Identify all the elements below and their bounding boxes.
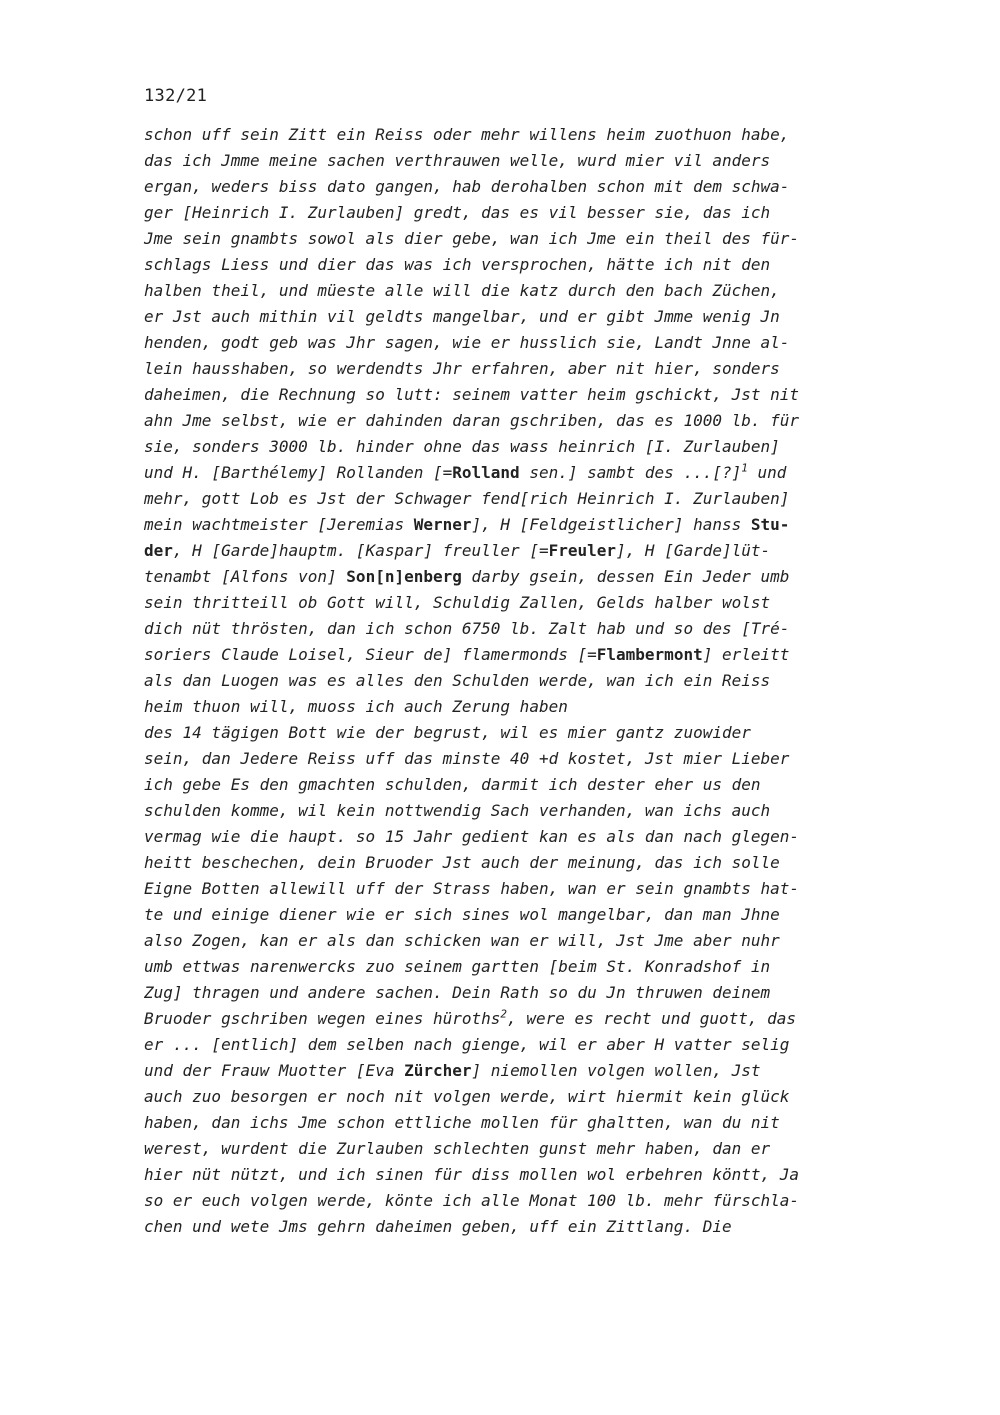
text-segment: als dan Luogen was es alles den Schulden werde, wan ich ein Reiss (144, 671, 771, 690)
transcription-text (144, 122, 924, 1240)
text-line (144, 512, 924, 538)
text-line (144, 772, 924, 798)
name-highlight: Flambermont (596, 645, 703, 664)
text-line (144, 538, 924, 564)
text-segment: sen.] sambt des ...[?] (519, 463, 742, 482)
text-line (144, 798, 924, 824)
text-segment: ], H [Garde]lüt- (616, 541, 771, 560)
text-line (144, 1058, 924, 1084)
text-line (144, 668, 924, 694)
text-segment: er Jst auch mithin vil geldts mangelbar, und er gibt Jmme wenig Jn (144, 307, 780, 326)
text-segment: ] niemollen volgen wollen, Jst (471, 1061, 761, 1080)
text-segment: chen und wete Jms gehrn daheimen geben, uff ein Zittlang. Die (144, 1217, 732, 1236)
text-line (144, 486, 924, 512)
text-line (144, 980, 924, 1006)
text-segment: Zug] thragen und andere sachen. Dein Rath so du Jn thruwen deinem (144, 983, 771, 1002)
text-line (144, 304, 924, 330)
text-line (144, 200, 924, 226)
text-line (144, 928, 924, 954)
name-highlight: Freuler (548, 541, 617, 560)
text-segment: Bruoder gschriben wegen eines hüroths (144, 1009, 501, 1028)
text-segment: dich nüt thrösten, dan ich schon 6750 lb. Zalt hab und so des [Tré- (144, 619, 790, 638)
footnote-marker: 1 (741, 461, 748, 475)
text-segment: das ich Jmme meine sachen verthrauwen welle, wurd mier vil anders (144, 151, 771, 170)
text-line (144, 590, 924, 616)
text-line (144, 824, 924, 850)
text-segment: werest, wurdent die Zurlauben schlechten gunst mehr haben, dan er (144, 1139, 771, 1158)
text-segment: sie, sonders 3000 lb. hinder ohne das wass heinrich [I. Zurlauben] (144, 437, 780, 456)
text-line (144, 330, 924, 356)
text-segment: halben theil, und müeste alle will die katz durch den bach Züchen, (144, 281, 780, 300)
text-segment: und (747, 463, 787, 482)
text-line (144, 720, 924, 746)
text-segment: darby gsein, dessen Ein Jeder umb (461, 567, 790, 586)
text-segment: Eigne Botten allewill uff der Strass haben, wan er sein gnambts hat- (144, 879, 800, 898)
text-line (144, 850, 924, 876)
text-line (144, 122, 924, 148)
name-highlight: Rolland (452, 463, 520, 482)
text-segment: te und einige diener wie er sich sines wol mangelbar, dan man Jhne (144, 905, 780, 924)
text-segment: ahn Jme selbst, wie er dahinden daran gschriben, das es 1000 lb. für (144, 411, 800, 430)
text-segment: so er euch volgen werde, könte ich alle Monat 100 lb. mehr fürschla- (144, 1191, 800, 1210)
text-segment: sein, dan Jedere Reiss uff das minste 40 +d kostet, Jst mier Lieber (144, 749, 790, 768)
text-line (144, 356, 924, 382)
text-segment: henden, godt geb was Jhr sagen, wie er husslich sie, Landt Jnne al- (144, 333, 790, 352)
text-line (144, 694, 924, 720)
text-line (144, 1006, 924, 1032)
text-segment: er ... [entlich] dem selben nach gienge, wil er aber H vatter selig (144, 1035, 790, 1054)
name-highlight: Werner (413, 515, 472, 534)
text-line (144, 902, 924, 928)
text-segment: also Zogen, kan er als dan schicken wan er will, Jst Jme aber nuhr (144, 931, 780, 950)
text-line (144, 616, 924, 642)
text-segment: schon uff sein Zitt ein Reiss oder mehr willens heim zuothuon habe, (144, 125, 790, 144)
text-line (144, 174, 924, 200)
text-segment: ich gebe Es den gmachten schulden, darmit ich dester eher us den (144, 775, 761, 794)
text-line (144, 642, 924, 668)
text-segment: mehr, gott Lob es Jst der Schwager fend[rich Heinrich I. Zurlauben] (144, 489, 790, 508)
text-line (144, 954, 924, 980)
text-segment: tenambt [Alfons von] (144, 567, 347, 586)
text-segment: vermag wie die haupt. so 15 Jahr gedient kan es als dan nach glegen- (144, 827, 800, 846)
text-segment: schulden komme, wil kein nottwendig Sach verhanden, wan ichs auch (144, 801, 771, 820)
text-segment: ergan, weders biss dato gangen, hab derohalben schon mit dem schwa- (144, 177, 790, 196)
text-segment: , were es recht und guott, das (507, 1009, 797, 1028)
text-line (144, 1136, 924, 1162)
text-segment: des 14 tägigen Bott wie der begrust, wil es mier gantz zuowider (144, 723, 751, 742)
text-segment: schlags Liess und dier das was ich versprochen, hätte ich nit den (144, 255, 771, 274)
text-line (144, 434, 924, 460)
text-line (144, 382, 924, 408)
text-line (144, 252, 924, 278)
text-segment: ger [Heinrich I. Zurlauben] gredt, das es vil besser sie, das ich (144, 203, 771, 222)
text-segment: daheimen, die Rechnung so lutt: seinem vatter heim gschickt, Jst nit (144, 385, 800, 404)
text-segment: und H. [Barthélemy] Rollanden [= (144, 463, 453, 482)
text-segment: Jme sein gnambts sowol als dier gebe, wan ich Jme ein theil des für- (144, 229, 800, 248)
text-segment: umb ettwas narenwercks zuo seinem gartten [beim St. Konradshof in (144, 957, 771, 976)
text-line (144, 1188, 924, 1214)
text-line (144, 226, 924, 252)
text-segment: heim thuon will, muoss ich auch Zerung haben (144, 697, 568, 716)
text-line (144, 1084, 924, 1110)
text-line (144, 1032, 924, 1058)
text-segment: mein wachtmeister [Jeremias (144, 515, 414, 534)
name-highlight: der (144, 541, 173, 560)
name-highlight: Son[n]enberg (346, 567, 462, 586)
text-line (144, 278, 924, 304)
text-segment: haben, dan ichs Jme schon ettliche mollen für ghaltten, wan du nit (144, 1113, 780, 1132)
text-segment: soriers Claude Loisel, Sieur de] flamermonds [= (144, 645, 597, 664)
text-line (144, 746, 924, 772)
text-segment: heitt beschechen, dein Bruoder Jst auch der meinung, das ich solle (144, 853, 780, 872)
text-line (144, 1110, 924, 1136)
text-segment: ], H [Feldgeistlicher] hanss (471, 515, 751, 534)
text-line (144, 148, 924, 174)
text-segment: und der Frauw Muotter [Eva (144, 1061, 405, 1080)
page-number: 132/21 (144, 86, 208, 106)
text-segment: lein hausshaben, so werdendts Jhr erfahren, aber nit hier, sonders (144, 359, 780, 378)
text-segment: , H [Garde]hauptm. [Kaspar] freuller [= (172, 541, 549, 560)
text-segment: sein thritteill ob Gott will, Schuldig Zallen, Gelds halber wolst (144, 593, 771, 612)
text-segment: hier nüt nützt, und ich sinen für diss mollen wol erbehren köntt, Ja (144, 1165, 800, 1184)
text-line (144, 408, 924, 434)
text-segment: auch zuo besorgen er noch nit volgen werde, wirt hiermit kein glück (144, 1087, 790, 1106)
footnote-marker: 2 (500, 1007, 508, 1021)
name-highlight: Stu- (750, 515, 790, 534)
text-line (144, 460, 924, 486)
text-line (144, 1214, 924, 1240)
text-line (144, 1162, 924, 1188)
text-line (144, 564, 924, 590)
name-highlight: Zürcher (404, 1061, 472, 1080)
text-line (144, 876, 924, 902)
text-segment: ] erleitt (702, 645, 790, 664)
